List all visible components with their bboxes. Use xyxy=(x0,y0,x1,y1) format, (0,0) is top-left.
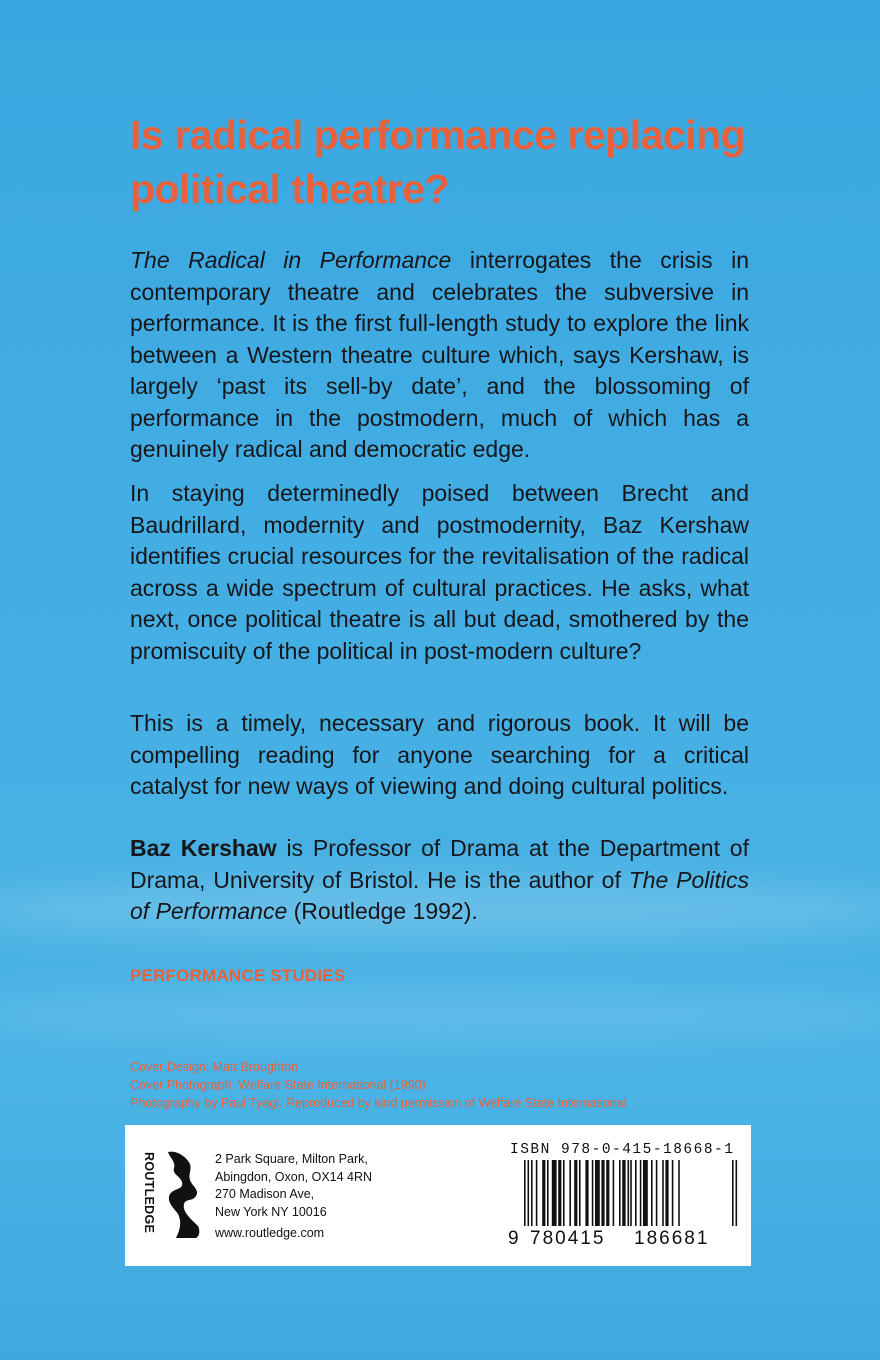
barcode-bar xyxy=(643,1160,648,1226)
barcode-bar xyxy=(536,1160,538,1226)
barcode-bar xyxy=(595,1160,600,1226)
logo-word-text: ROUTLEDGE xyxy=(142,1152,156,1234)
barcode-bar xyxy=(630,1160,632,1226)
barcode-bar xyxy=(640,1160,642,1226)
series-label: PERFORMANCE STUDIES xyxy=(130,966,346,985)
barcode-bar xyxy=(531,1160,533,1226)
barcode-bar xyxy=(651,1160,653,1226)
barcode-bar xyxy=(547,1160,549,1226)
barcode-bar xyxy=(585,1160,588,1226)
barcode-bar xyxy=(558,1160,561,1226)
barcode-bar xyxy=(665,1160,668,1226)
blurb-paragraph-3: This is a timely, necessary and rigorous book. It will be compelling reading for anyone searching for a critical catalyst for new ways of viewing and doing cultural politics. xyxy=(130,710,749,799)
barcode-bar xyxy=(579,1160,581,1226)
barcode-bar xyxy=(542,1160,545,1226)
isbn-label: ISBN 978-0-415-18668-1 xyxy=(510,1142,735,1158)
barcode-bar xyxy=(606,1160,609,1226)
isbn-barcode xyxy=(506,1160,742,1248)
barcode-digit-group-1: 780415 xyxy=(530,1228,606,1248)
routledge-profile-logo-icon xyxy=(162,1150,202,1238)
author-name: Baz Kershaw xyxy=(130,835,277,861)
barcode-bar xyxy=(678,1160,680,1226)
cover-credits xyxy=(130,1058,626,1112)
credit-photograph: Cover Photograph: Welfare State International (1990) xyxy=(130,1078,426,1092)
barcode-digit-group-2: 186681 xyxy=(634,1228,710,1248)
bio-text: is Professor of Drama at the Department of Drama, University of Bristol. He is the author of xyxy=(130,835,749,893)
blurb-paragraph-2: In staying determinedly poised between Brecht and Baudrillard, modernity and postmodernity, Baz Kershaw identifies crucial resources for the revitalisation of the radical across a wide spectrum of cultural practices. He asks, what next, once political theatre is all but dead, smothered by the promiscuity of the political in post-modern culture? xyxy=(130,480,749,664)
address-line: Abingdon, Oxon, OX14 4RN xyxy=(215,1169,373,1184)
routledge-logo-text xyxy=(142,1152,156,1237)
author-bio xyxy=(130,833,749,928)
barcode-bar xyxy=(574,1160,577,1226)
address-line: 270 Madison Ave, xyxy=(215,1187,315,1201)
headline: Is radical performance replacing political theatre? xyxy=(130,112,746,212)
barcode-bar xyxy=(635,1160,637,1226)
publisher-website: www.routledge.com xyxy=(215,1226,325,1240)
paragraph-text: interrogates the crisis in contemporary theatre and celebrates the subversive in performance. It is the first full-length study to explore the link between a Western theatre culture which, says Kershaw, is largely ‘past its sell-by date’, and the blossoming of performance in the postmodern, much of which has a genuinely radical and democratic edge. xyxy=(130,247,749,462)
barcode-digit-lead: 9 xyxy=(508,1228,519,1248)
barcode-bar xyxy=(619,1160,621,1226)
address-line: 2 Park Square, Milton Park, xyxy=(215,1152,368,1166)
credit-photography: Photography by Paul Tyagi. Reproduced by kind permission of Welfare State International xyxy=(130,1096,627,1110)
barcode-bar xyxy=(656,1160,658,1226)
background-cloud xyxy=(0,990,880,1040)
bio-text-end: (Routledge 1992). xyxy=(287,898,478,924)
author-book-title: The Politics of Performance xyxy=(130,866,750,924)
barcode-bar xyxy=(563,1160,565,1226)
book-title: The Radical in Performance xyxy=(130,247,452,273)
publisher-address xyxy=(215,1151,372,1243)
barcode-bar xyxy=(601,1160,604,1226)
barcode-bar xyxy=(552,1160,557,1226)
barcode-bar xyxy=(672,1160,674,1226)
barcode-bar xyxy=(662,1160,664,1226)
barcode-bar xyxy=(613,1160,615,1226)
address-line: New York NY 10016 xyxy=(215,1204,327,1219)
barcode-bar xyxy=(592,1160,594,1226)
blurb-paragraph-1 xyxy=(130,245,749,466)
credit-design: Cover Design: Matt Broughton xyxy=(130,1060,299,1074)
barcode-bar xyxy=(569,1160,571,1226)
